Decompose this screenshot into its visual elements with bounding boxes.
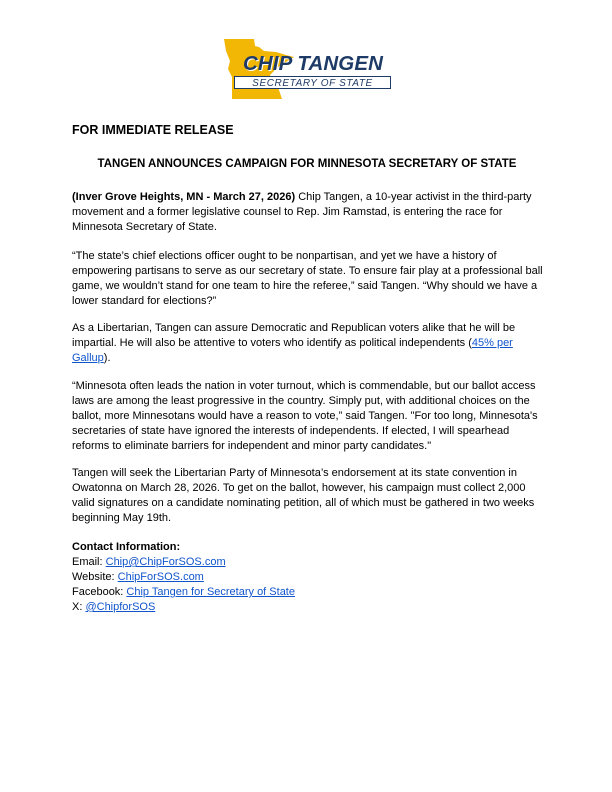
paragraph-libertarian [72,321,544,366]
campaign-logo [218,37,396,101]
contact-website-row: Website: ChipForSOS.com [72,571,204,583]
paragraph-quote-2: “Minnesota often leads the nation in voter turnout, which is commendable, but our ballot access laws are among the least progressive in the country. Simply put, with additional choices on the ballot, more Minnesotans would have a reason to vote,” said Tangen. "For too long, Minnesota's secretaries of state have ignored the interests of independents. If elected, I will spearhead reforms to eliminate barriers for independent and minor party candidates." [72,380,538,452]
para3-text-before: As a Libertarian, Tangen can assure Democratic and Republican voters alike that he will be impartial. He will also be attentive to voters who identify as political independents ( [72,322,516,349]
paragraph-intro [72,190,544,235]
facebook-link[interactable]: Chip Tangen for Secretary of State [126,586,295,598]
release-label: FOR IMMEDIATE RELEASE [72,123,234,137]
logo-wordmark [232,48,392,88]
paragraph-endorsement: Tangen will seek the Libertarian Party of Minnesota’s endorsement at its state convention in Owatonna on March 28, 2026. To get on the ballot, however, his campaign must collect 2,000 valid signatures on a candidate nominating petition, all of which must be gathered in two weeks beginning May 19th. [72,467,535,524]
x-link[interactable]: @ChipforSOS [85,601,156,613]
paragraph-quote-1: “The state’s chief elections officer ought to be nonpartisan, and yet we have a history of empowering partisans to serve as our secretary of state. To ensure fair play at a professional ball game, we wouldn’t stand for one team to hire the referee,” said Tangen. “Why should we have a lower standard for elections?” [72,250,543,307]
contact-heading: Contact Information: [72,541,181,553]
logo-name: CHIP TANGEN [242,52,384,75]
email-link[interactable]: Chip@ChipForSOS.com [105,556,226,568]
contact-x-row: X: @ChipforSOS [72,601,156,613]
contact-facebook-row: Facebook: Chip Tangen for Secretary of State [72,586,295,598]
para3-text-after: ). [103,352,111,364]
gallup-link[interactable]: 45% per Gallup [72,337,513,364]
contact-block [72,540,544,615]
dateline: (Inver Grove Heights, MN - March 27, 2026) [72,191,296,203]
logo-subtitle: SECRETARY OF STATE [234,76,391,89]
headline: TANGEN ANNOUNCES CAMPAIGN FOR MINNESOTA SECRETARY OF STATE [97,158,517,170]
website-link[interactable]: ChipForSOS.com [117,571,204,583]
contact-email-row: Email: Chip@ChipForSOS.com [72,556,226,568]
intro-text: Chip Tangen, a 10-year activist in the third-party movement and a former legislative counsel to Rep. Jim Ramstad, is entering the race for Minnesota Secretary of State. [72,191,532,233]
